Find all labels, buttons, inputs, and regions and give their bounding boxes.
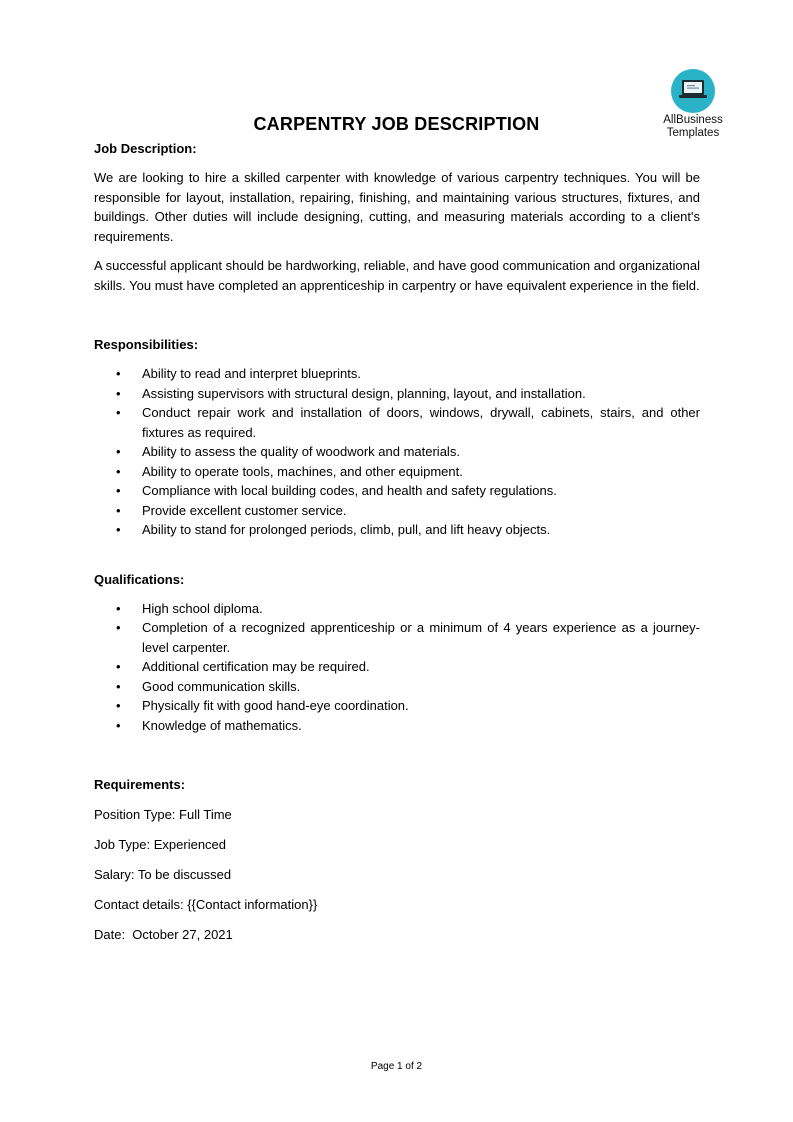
bullet-icon: • [116, 522, 121, 537]
bullet-icon: • [116, 620, 121, 635]
salary: Salary: To be discussed [94, 867, 232, 882]
list-item: • Assisting supervisors with structural design, planning, layout, and installation. [94, 384, 700, 404]
bullet-icon: • [116, 502, 121, 518]
list-item: • Provide excellent customer service. [94, 501, 700, 521]
bullet-icon: • [116, 444, 121, 459]
responsibilities-heading: Responsibilities: [94, 337, 199, 352]
list-item: • Good communication skills. [94, 677, 700, 697]
list-item: • Compliance with local building codes, and health and safety regulations. [94, 481, 700, 501]
list-item: • Ability to assess the quality of woodwork and materials. [94, 442, 700, 462]
date: Date: October 27, 2021 [94, 927, 233, 942]
list-item: • Ability to read and interpret blueprints. [94, 364, 700, 384]
list-item: • High school diploma. [94, 599, 700, 619]
list-item: • Knowledge of mathematics. [94, 716, 700, 736]
page-number: Page 1 of 2 [370, 1061, 423, 1072]
job-type: Job Type: Experienced [94, 837, 227, 852]
list-item: • Physically fit with good hand-eye coordination. [94, 696, 700, 716]
qualifications-list [94, 599, 700, 736]
responsibilities-list [94, 364, 700, 540]
position-type: Position Type: Full Time [94, 807, 232, 822]
list-item: • Completion of a recognized apprenticeship or a minimum of 4 years experience as a journey-level carpenter. [116, 620, 700, 655]
qualifications-heading: Qualifications: [94, 571, 185, 587]
logo-text-line2: Templates [666, 127, 720, 139]
bullet-icon: • [116, 385, 121, 401]
bullet-icon: • [116, 405, 121, 420]
job-description-heading: Job Description: [94, 141, 197, 156]
job-description-paragraph-1: We are looking to hire a skilled carpenter with knowledge of various carpentry techniques. You will be responsible for layout, installation, repairing, finishing, and maintaining various structures, fixtures, and buildings. Other duties will include designing, cutting, and measuring materials according to a client's requirements. [94, 170, 700, 244]
document-title: CARPENTRY JOB DESCRIPTION [253, 114, 540, 134]
bullet-icon: • [116, 483, 121, 498]
bullet-icon: • [116, 717, 121, 733]
bullet-icon: • [116, 600, 121, 616]
contact-details: Contact details: {{Contact information}} [94, 897, 318, 912]
bullet-icon: • [116, 698, 121, 713]
bullet-icon: • [116, 678, 121, 694]
list-item: • Additional certification may be required. [94, 657, 700, 677]
logo-text-line1: AllBusiness [663, 114, 723, 126]
bullet-icon: • [116, 366, 121, 381]
job-description-paragraph-2: A successful applicant should be hardworking, reliable, and have good communication and organizational skills. You must have completed an apprenticeship in carpentry or have equivalent experience in the field. [94, 258, 700, 293]
list-item: • Ability to stand for prolonged periods, climb, pull, and lift heavy objects. [94, 520, 700, 540]
list-item: • Conduct repair work and installation of doors, windows, drywall, cabinets, stairs, and other fixtures as required. [116, 405, 700, 440]
bullet-icon: • [116, 659, 121, 674]
document-body [94, 139, 700, 945]
bullet-icon: • [116, 463, 121, 479]
requirements-heading: Requirements: [94, 777, 186, 792]
laptop-icon [671, 69, 715, 113]
list-item: • Ability to operate tools, machines, and other equipment. [94, 462, 700, 482]
